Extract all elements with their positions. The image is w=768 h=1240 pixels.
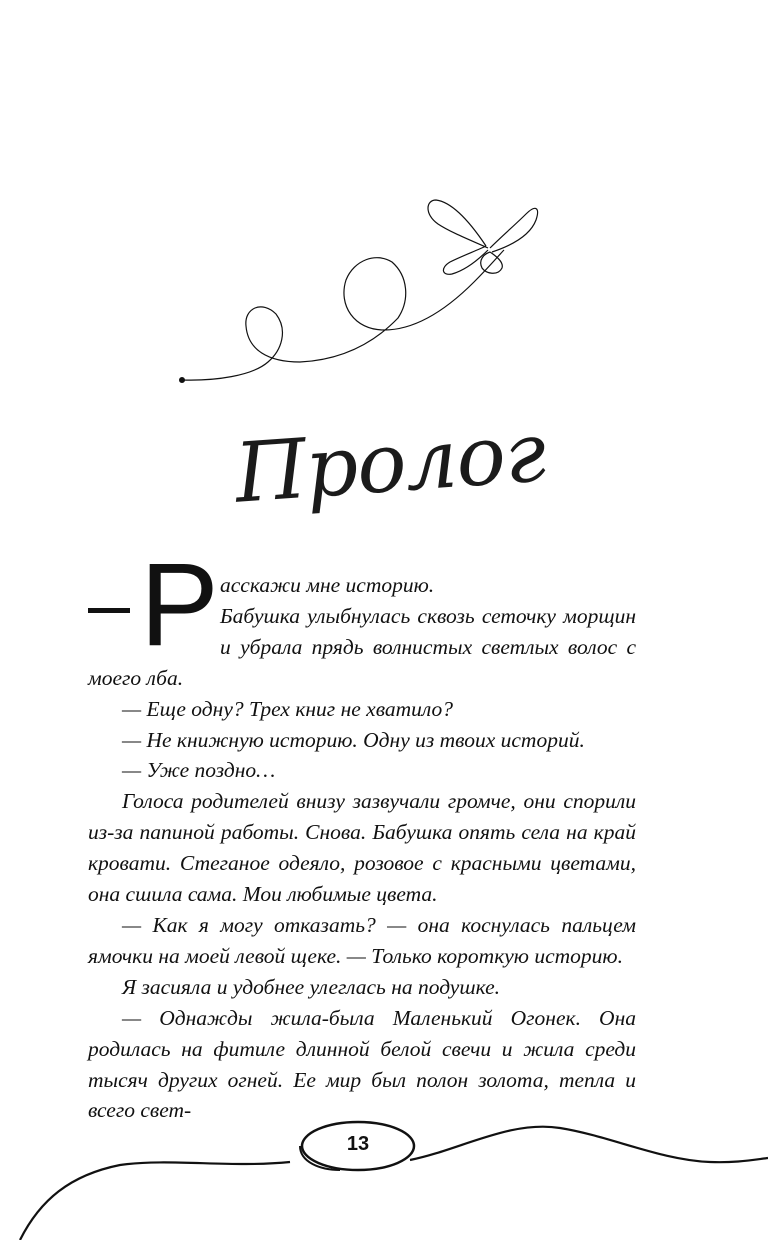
- drop-cap: [88, 539, 220, 671]
- paragraph-3: — Еще одну? Трех книг не хватило?: [122, 696, 454, 721]
- chapter-title: Пролог: [231, 404, 549, 522]
- paragraph-5: — Уже поздно…: [122, 758, 276, 783]
- body-text: [88, 539, 636, 1126]
- paragraph-6: Голоса родителей внизу зазвучали громче, они спорили из-за папиной работы. Снова. Бабушка опять села на край кровати. Стеганое одеяло, розовое с красными цветами, она сшила сама. Мои любимые цвета.: [88, 789, 636, 907]
- drop-cap-dash: [88, 608, 130, 613]
- page-number: 13: [346, 1132, 370, 1155]
- paragraph-4: — Не книжную историю. Одну из твоих историй.: [122, 727, 585, 752]
- paragraph-7: — Как я могу отказать? — она коснулась пальцем ямочки на моей левой щеке. — Только короткую историю.: [88, 912, 636, 968]
- paragraph-8: Я засияла и удобнее улеглась на подушке.: [122, 974, 501, 999]
- paragraph-9: — Однажды жила-была Маленький Огонек. Она родилась на фитиле длинной белой свечи и жила среди тысяч других огней. Ее мир был полон золота, тепла и всего свет-: [88, 1005, 636, 1123]
- paragraph-2: Бабушка улыбнулась сквозь сеточку морщин и убрала прядь волнистых светлых волос с моего лба.: [88, 603, 636, 690]
- drop-cap-letter: Р: [140, 539, 219, 671]
- paragraph-1: асскажи мне историю.: [220, 573, 435, 597]
